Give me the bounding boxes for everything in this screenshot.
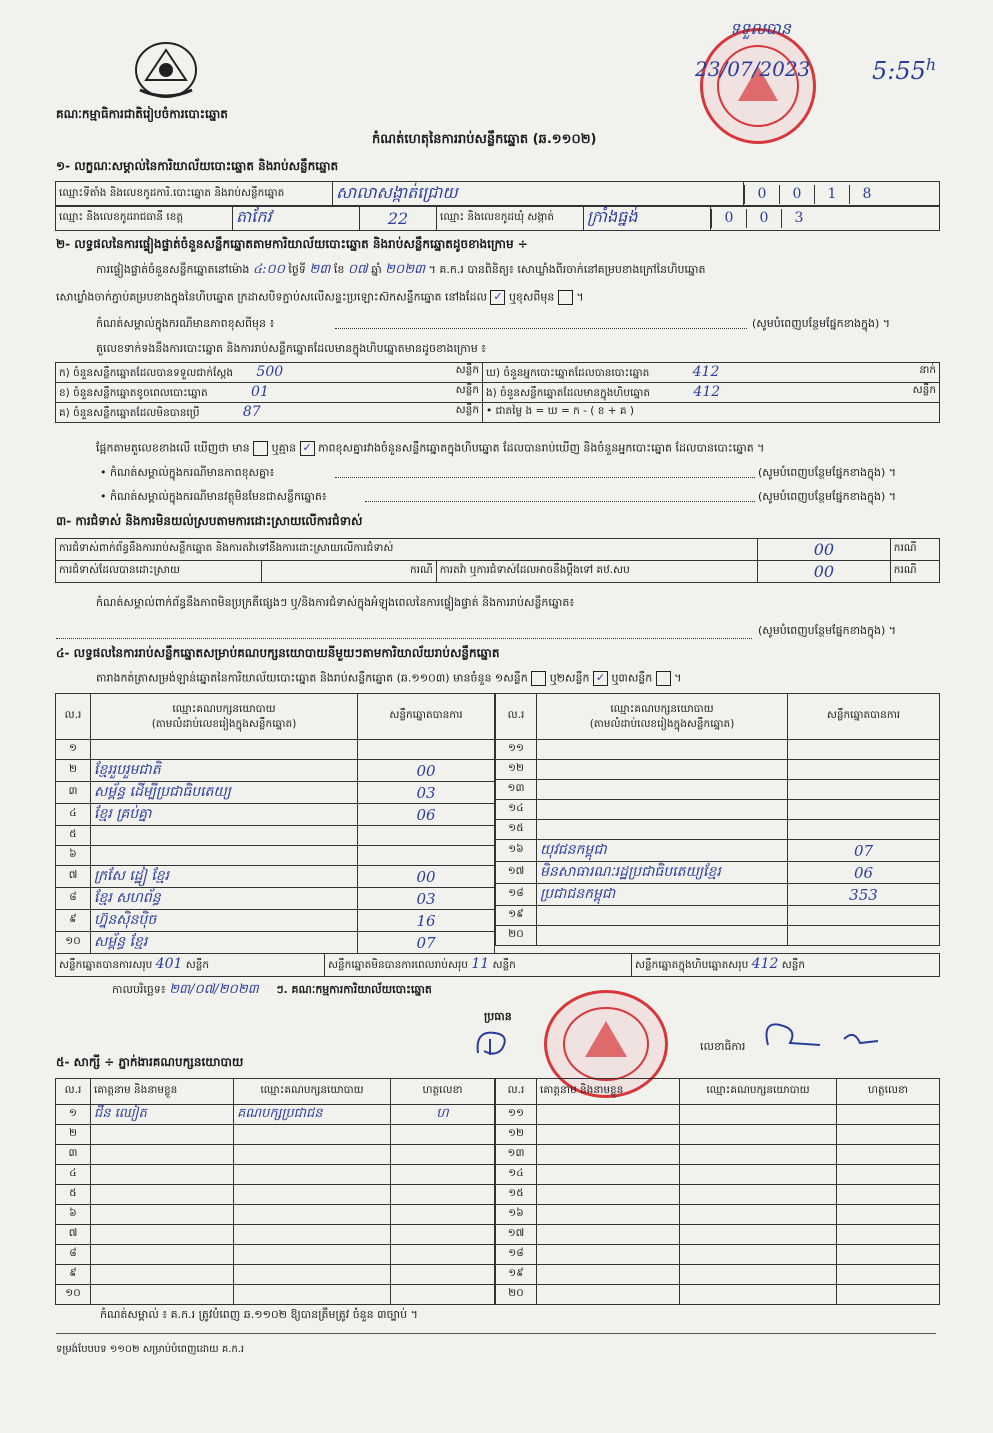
valid-votes — [358, 826, 495, 846]
witness-party — [234, 1165, 391, 1185]
col-no-header: ល.រ — [56, 1079, 91, 1105]
province-label: ឈ្មោះ និងលេខកូដរាជធានី ខេត្ត — [56, 206, 233, 231]
witness-name — [537, 1145, 680, 1165]
witness-note: កំណត់សម្គាល់ ៖ គ.ក.រ ត្រូវបំពេញ ឆ.១១០២ ឱ្យបានត្រឹមត្រូវ ចំនួន ៣ច្បាប់ ។ — [100, 1308, 418, 1321]
received-time: 5:55$^h$ — [872, 55, 937, 85]
witness-signature — [837, 1145, 940, 1165]
three-sheets-checkbox[interactable] — [656, 671, 671, 686]
row-number: ១២ — [496, 760, 537, 780]
witness-name — [537, 1265, 680, 1285]
witness-name — [91, 1225, 234, 1245]
commune-value: ក្រាំងធ្នង់ — [584, 206, 711, 231]
row-number: ៤ — [56, 1165, 91, 1185]
witness-party: គណបក្សប្រជាជន — [234, 1105, 391, 1125]
section-1-table — [55, 181, 940, 207]
witness-signature — [837, 1285, 940, 1305]
col-no-header: ល.រ — [496, 1079, 537, 1105]
witness-signature — [391, 1225, 495, 1245]
row-number: ១៤ — [496, 800, 537, 820]
row-number: ១៥ — [496, 1185, 537, 1205]
different-checkbox[interactable] — [558, 290, 573, 305]
location-value: សាលាសង្កាត់ជ្រោយ — [333, 182, 744, 207]
row-number: ១៧ — [496, 1225, 537, 1245]
party-name — [537, 760, 788, 780]
footer-rule — [56, 1333, 936, 1334]
valid-votes: 353 — [788, 884, 940, 906]
party-name — [537, 820, 788, 840]
witness-name — [91, 1165, 234, 1185]
row-number: ១៧ — [496, 862, 537, 884]
table-row — [56, 1105, 495, 1125]
row-number: ១៨ — [496, 884, 537, 906]
witness-name — [91, 1205, 234, 1225]
witness-signature — [837, 1105, 940, 1125]
received-ballots-row: ក) ចំនួនសន្លឹកឆ្នោតដែលបានទទួលជាក់ស្តែង 500 សន្លឹក — [56, 363, 483, 383]
row-number: ៤ — [56, 804, 91, 826]
row-number: ៩ — [56, 910, 91, 932]
witness-name — [537, 1285, 680, 1305]
row-number: ១២ — [496, 1125, 537, 1145]
results-table-right — [495, 693, 940, 946]
section-5-heading: ៥- សាក្សី ÷ ភ្នាក់ងារគណបក្សនយោបាយ — [56, 1055, 244, 1069]
witness-party — [234, 1205, 391, 1225]
table-row — [56, 826, 495, 846]
chair-signature — [470, 1025, 520, 1065]
table-row — [496, 862, 940, 884]
witness-party — [680, 1165, 837, 1185]
col-party-header: ឈ្មោះគណបក្សនយោបាយ — [234, 1079, 391, 1105]
discrepancy-line: ផ្អែកតាមតួលេខខាងលើ ឃើញថា មាន ឬគ្មាន ✓ ភាពខុសគ្នារវាងចំនួនសន្លឹកឆ្នោតក្នុងហិបឆ្នោត ដែលបានរាប់ឃើញ និងចំនួនអ្នកបោះឆ្នោត ដែលបានបោះឆ្នោត ។ — [96, 441, 765, 455]
party-name — [91, 846, 358, 866]
valid-votes: 00 — [358, 760, 495, 782]
valid-votes: 16 — [358, 910, 495, 932]
party-name: ប្រជាជនកម្ពុជា — [537, 884, 788, 906]
witness-signature — [837, 1165, 940, 1185]
row-number: ២០ — [496, 1285, 537, 1305]
witness-signature — [837, 1225, 940, 1245]
table-row — [56, 804, 495, 826]
witness-party — [680, 1125, 837, 1145]
emblem-seal-icon — [132, 40, 200, 102]
party-name: សម្ព័ន្ធ ខ្មែរ — [91, 932, 358, 954]
col-sign-header: ហត្ថលេខា — [837, 1079, 940, 1105]
row-number: ៩ — [56, 1265, 91, 1285]
receipt-stamp — [700, 28, 816, 144]
row-number: ១៤ — [496, 1165, 537, 1185]
witness-name — [537, 1125, 680, 1145]
col-sign-header: ហត្ថលេខា — [391, 1079, 495, 1105]
row-number: ៦ — [56, 1205, 91, 1225]
table-row — [496, 884, 940, 906]
witness-name — [91, 1185, 234, 1205]
table-row — [56, 1245, 495, 1265]
witness-signature — [837, 1245, 940, 1265]
secretary-label: លេខាធិការ — [700, 1040, 746, 1053]
valid-votes — [358, 740, 495, 760]
spoiled-ballots-row: ខ) ចំនួនសន្លឹកឆ្នោតខូចពេលបោះឆ្នោត 01 សន្លឹក — [56, 383, 483, 403]
valid-votes — [788, 760, 940, 780]
witness-name — [537, 1205, 680, 1225]
commune-label: ឈ្មោះ និងលេខកូដឃុំ សង្កាត់ — [437, 206, 584, 231]
witness-party — [680, 1245, 837, 1265]
appeal-count: 00 — [757, 561, 890, 583]
province-code: 22 — [360, 206, 437, 231]
witness-signature — [391, 1245, 495, 1265]
table-row — [496, 740, 940, 760]
counts-table — [55, 362, 940, 423]
document-title: កំណត់ហេតុនៃការរាប់សន្លឹកឆ្នោត (ឆ.១១០២) — [372, 132, 597, 147]
table-row — [496, 926, 940, 946]
witness-signature — [391, 1205, 495, 1225]
row-number: ១០ — [56, 1285, 91, 1305]
row-number: ៨ — [56, 888, 91, 910]
witness-name — [537, 1105, 680, 1125]
table-row — [496, 1125, 940, 1145]
section-1-table-row2 — [55, 205, 940, 231]
fill-note-1: (សូមបំពេញបន្ថែមផ្នែកខាងក្នុង) ។ — [752, 317, 891, 330]
row-number: ១ — [56, 1105, 91, 1125]
witness-signature — [837, 1125, 940, 1145]
witness-signature — [391, 1125, 495, 1145]
witness-party — [234, 1125, 391, 1145]
discrepancy-note: • កំណត់សម្គាល់ក្នុងករណីមានភាពខុសគ្នា៖ — [100, 466, 275, 479]
party-name: យុវជនកម្ពុជា — [537, 840, 788, 862]
valid-votes — [788, 780, 940, 800]
witness-name — [537, 1165, 680, 1185]
witness-name — [91, 1125, 234, 1145]
table-row — [496, 800, 940, 820]
has-discrepancy-checkbox[interactable] — [253, 441, 268, 456]
commune-code: 0 0 3 — [711, 206, 940, 231]
foreign-object-note: • កំណត់សម្គាល់ក្នុងករណីមានវត្ថុមិនមែនជាសន្លឹកឆ្នោត៖ — [100, 490, 327, 503]
valid-votes: 06 — [788, 862, 940, 884]
unused-ballots-row: គ) ចំនួនសន្លឹកឆ្នោតដែលមិនបានប្រើ 87 សន្លឹក — [56, 403, 483, 423]
col-votes-header: សន្លឹកឆ្នោតបានការ — [788, 694, 940, 740]
table-row — [56, 888, 495, 910]
witness-signature — [391, 1165, 495, 1185]
witness-signature — [391, 1265, 495, 1285]
table-row — [56, 1265, 495, 1285]
col-name-header: គោត្តនាម និងនាមខ្លួន — [91, 1079, 234, 1105]
party-name — [537, 740, 788, 760]
province-value: តាកែវ — [233, 206, 360, 231]
witness-signature — [837, 1205, 940, 1225]
organization-name: គណៈកម្មាធិការជាតិរៀបចំការបោះឆ្នោត — [56, 107, 228, 121]
party-name: ខ្មែររួបរួមជាតិ — [91, 760, 358, 782]
resolved-objections-label: ការជំទាស់ដែលបានដោះស្រាយ — [56, 561, 262, 583]
table-row — [56, 740, 495, 760]
witness-table-left — [55, 1078, 495, 1305]
witness-party — [680, 1265, 837, 1285]
witness-name — [91, 1245, 234, 1265]
location-label: ឈ្មោះទីតាំង និងលេខកូដការិ.បោះឆ្នោត និងរាប់សន្លឹកឆ្នោត — [56, 182, 333, 207]
table-row — [56, 1125, 495, 1145]
party-name — [537, 926, 788, 946]
witness-party — [234, 1185, 391, 1205]
location-code: 0 0 1 8 — [744, 182, 940, 207]
totals-row — [55, 953, 940, 977]
witness-party — [680, 1145, 837, 1165]
row-number: ១៣ — [496, 780, 537, 800]
section-1-heading: ១- លក្ខណៈសម្គាល់នៃការិយាល័យបោះឆ្នោត និងរាប់សន្លឹកឆ្នោត — [56, 159, 339, 173]
dotted-line — [335, 477, 755, 478]
ballots-in-box-row: ង) ចំនួនសន្លឹកឆ្នោតដែលមានក្នុងហិបឆ្នោត 412 សន្លឹក — [483, 383, 940, 403]
witness-name — [537, 1225, 680, 1245]
party-name: ក្រសែ ដ្ឋៀ ខ្មែរ — [91, 866, 358, 888]
table-row — [496, 1145, 940, 1165]
party-name — [537, 800, 788, 820]
witness-party — [680, 1205, 837, 1225]
row-number: ៣ — [56, 1145, 91, 1165]
fill-note-2: (សូមបំពេញបន្ថែមផ្នែកខាងក្នុង) ។ — [758, 466, 897, 479]
dotted-line — [56, 638, 752, 639]
table-row — [496, 780, 940, 800]
row-number: ១៥ — [496, 820, 537, 840]
party-name: មិនសាធារណៈរដ្ឋប្រជាធិបតេយ្យខ្មែរ — [537, 862, 788, 884]
witness-name — [91, 1145, 234, 1165]
party-name — [537, 906, 788, 926]
voters-row: ឃ) ចំនួនអ្នកបោះឆ្នោតដែលបានបោះឆ្នោត 412 នាក់ — [483, 363, 940, 383]
table-row — [56, 1145, 495, 1165]
results-table-left — [55, 693, 495, 954]
table-row — [496, 1165, 940, 1185]
party-name — [91, 826, 358, 846]
table-row — [56, 782, 495, 804]
col-no-header: ល.រ — [56, 694, 91, 740]
row-number: ៧ — [56, 866, 91, 888]
witness-signature — [391, 1285, 495, 1305]
valid-votes — [788, 926, 940, 946]
witness-signature — [391, 1185, 495, 1205]
row-number: ៦ — [56, 846, 91, 866]
witness-signature — [391, 1145, 495, 1165]
col-party-header: ឈ្មោះគណបក្សនយោបាយ (តាមលំដាប់លេខរៀងក្នុងសន្លឹកឆ្នោត) — [91, 694, 358, 740]
valid-votes: 03 — [358, 782, 495, 804]
row-number: ២ — [56, 760, 91, 782]
valid-votes — [358, 846, 495, 866]
case-label: ករណី — [890, 539, 939, 561]
witness-party — [234, 1265, 391, 1285]
party-name: ហ្វ៊ុនស៊ិនប៉ិច — [91, 910, 358, 932]
witness-party — [234, 1225, 391, 1245]
objections-row: ការជំទាស់ពាក់ព័ន្ធនឹងការរាប់សន្លឹកឆ្នោត និងការតវ៉ាទៅនឹងការដោះស្រាយលើការជំទាស់ — [56, 539, 758, 561]
fill-note-3: (សូមបំពេញបន្ថែមផ្នែកខាងក្នុង) ។ — [758, 490, 897, 503]
table-row — [56, 1165, 495, 1185]
case-label: ករណី — [890, 561, 939, 583]
valid-votes — [788, 740, 940, 760]
dotted-line — [335, 328, 747, 329]
witness-name — [537, 1185, 680, 1205]
table-row — [496, 906, 940, 926]
col-party-header: ឈ្មោះគណបក្សនយោបាយ (តាមលំដាប់លេខរៀងក្នុងសន្លឹកឆ្នោត) — [537, 694, 788, 740]
two-sheets-checkbox[interactable]: ✓ — [593, 671, 608, 686]
difference-note: កំណត់សម្គាល់ក្នុងករណីមានភាពខុសពីមុន ៖ — [96, 317, 275, 330]
table-row — [56, 1205, 495, 1225]
row-number: ២០ — [496, 926, 537, 946]
valid-votes: 06 — [358, 804, 495, 826]
table-row — [496, 1185, 940, 1205]
row-number: ១៦ — [496, 1205, 537, 1225]
row-number: ១១ — [496, 740, 537, 760]
table-row — [496, 1265, 940, 1285]
col-no-header: ល.រ — [496, 694, 537, 740]
valid-votes — [788, 906, 940, 926]
witness-signature — [837, 1185, 940, 1205]
valid-votes — [788, 800, 940, 820]
invalid-total: សន្លឹកឆ្នោតមិនបានការពេលរាប់សរុប 11 សន្លឹក — [325, 954, 632, 977]
row-number: ២ — [56, 1125, 91, 1145]
table-row — [496, 1245, 940, 1265]
table-row — [496, 1205, 940, 1225]
date-line: កាលបរិច្ឆេទ៖ ២៣/០៧/២០២៣ ៗ. គណៈកម្មការការិយាល័យបោះឆ្នោត — [112, 982, 432, 997]
tally-sheet-line: តារាងកត់ត្រាសម្រង់ឡាន់ឆ្នោតនៃការិយាល័យបោះឆ្នោត និងរាប់សន្លឹកឆ្នោត (ឆ.១១០៣) មានចំនួន ១សន្លឹក ឬ២សន្លឹក ✓ ឬ៣សន្លឹក ។ — [96, 671, 682, 685]
valid-votes: 00 — [358, 866, 495, 888]
table-row — [56, 866, 495, 888]
witness-table-right — [495, 1078, 940, 1305]
row-number: ៨ — [56, 1245, 91, 1265]
received-date: 23/07/2023 — [695, 57, 811, 81]
row-number: ៥ — [56, 1185, 91, 1205]
table-row — [496, 1285, 940, 1305]
row-number: ១៩ — [496, 906, 537, 926]
row-number: ១៣ — [496, 1145, 537, 1165]
dotted-line — [365, 501, 755, 502]
chair-label: ប្រធាន — [484, 1010, 512, 1023]
secretary-signature — [760, 1015, 900, 1059]
witness-name — [91, 1285, 234, 1305]
row-number: ១ — [56, 740, 91, 760]
objections-count: 00 — [757, 539, 890, 561]
case-label: ករណី — [262, 561, 437, 583]
witness-signature: ហ — [391, 1105, 495, 1125]
row-number: ១០ — [56, 932, 91, 954]
table-row — [56, 1285, 495, 1305]
witness-name — [91, 1265, 234, 1285]
table-row — [496, 1105, 940, 1125]
party-name — [537, 780, 788, 800]
party-name: ខ្មែរ សហព័ន្ធ — [91, 888, 358, 910]
row-number: ៧ — [56, 1225, 91, 1245]
stamp-handwritten-text: ទទួលបាន — [730, 19, 791, 38]
verification-line-1: ការផ្ទៀងផ្ទាត់ចំនួនសន្លឹកឆ្នោតនៅម៉ោង ៤:០០ ថ្ងៃទី ២៣ ខែ ០៧ ឆ្នាំ ២០២៣ ។ គ.ក.រ បានពិនិត្យ៖ សោឃ្លាំងពីរចាក់នៅគម្របខាងក្រៅនៃហិបឆ្នោត — [96, 262, 706, 277]
numbers-intro: តួលេខទាក់ទងនឹងការបោះឆ្នោត និងការរាប់សន្លឹកឆ្នោតដែលមានក្នុងហិបឆ្នោតមានដូចខាងក្រោម ៖ — [96, 342, 487, 355]
witness-name — [537, 1245, 680, 1265]
table-row — [496, 1225, 940, 1245]
col-votes-header: សន្លឹកឆ្នោតបានការ — [358, 694, 495, 740]
table-row — [496, 820, 940, 840]
section-4-heading: ៤- លទ្ធផលនៃការរាប់សន្លឹកឆ្នោតសម្រាប់គណបក្សនយោបាយនីមួយៗតាមការិយាល័យរាប់សន្លឹកឆ្នោត — [56, 646, 500, 660]
table-row — [56, 1225, 495, 1245]
valid-votes: 07 — [788, 840, 940, 862]
table-row — [56, 1185, 495, 1205]
witness-party — [680, 1285, 837, 1305]
party-name: ខ្មែរ គ្រប់គ្នា — [91, 804, 358, 826]
witness-party — [680, 1225, 837, 1245]
witness-party — [234, 1285, 391, 1305]
party-name: សម្ព័ន្ធ ដើម្បីប្រជាធិបតេយ្យ — [91, 782, 358, 804]
witness-name: ជីន ឈៀត — [91, 1105, 234, 1125]
section-2-heading: ២- លទ្ធផលនៃការផ្ទៀងផ្ទាត់ចំនួនសន្លឹកឆ្នោតតាមការិយាល័យបោះឆ្នោត និងរាប់សន្លឹកឆ្នោតដូចខាងក្រោម ÷ — [56, 237, 528, 251]
section-3-heading: ៣- ការជំទាស់ និងការមិនយល់ស្របតាមការដោះស្រាយលើការជំទាស់ — [56, 514, 363, 528]
witness-party — [680, 1185, 837, 1205]
row-number: ៥ — [56, 826, 91, 846]
valid-total: សន្លឹកឆ្នោតបានការសរុប 401 សន្លឹក — [56, 954, 325, 977]
valid-votes: 03 — [358, 888, 495, 910]
appeal-label: ការតវ៉ា ឬការជំទាស់ដែលអាចនឹងប្តឹងទៅ គឋ.សប — [436, 561, 757, 583]
row-number: ១៦ — [496, 840, 537, 862]
objections-table — [55, 538, 940, 583]
valid-votes: 07 — [358, 932, 495, 954]
row-number: ១៨ — [496, 1245, 537, 1265]
same-checkbox[interactable]: ✓ — [490, 290, 505, 305]
col-name-header: គោត្តនាម និងនាមខ្លួន — [537, 1079, 680, 1105]
row-number: ១១ — [496, 1105, 537, 1125]
witness-signature — [837, 1265, 940, 1285]
row-number: ១៩ — [496, 1265, 537, 1285]
witness-party — [234, 1245, 391, 1265]
row-number: ៣ — [56, 782, 91, 804]
form-footer: ទម្រង់បែបបទ ១១០២ សម្រាប់បំពេញដោយ គ.ក.រ — [56, 1344, 245, 1355]
irregularity-note: កំណត់សម្គាល់ពាក់ព័ន្ធនឹងភាពមិនប្រក្រតីផ្សេងៗ ឬ/និងការជំទាស់ក្នុងអំឡុងពេលនៃការផ្ទៀងផ្ទាត់ និងការរាប់សន្លឹកឆ្នោត៖ — [96, 596, 575, 609]
party-name — [91, 740, 358, 760]
one-sheet-checkbox[interactable] — [531, 671, 546, 686]
table-row — [56, 932, 495, 954]
table-row — [496, 840, 940, 862]
box-total: សន្លឹកឆ្នោតក្នុងហិបឆ្នោតសរុប 412 សន្លឹក — [632, 954, 940, 977]
table-row — [496, 760, 940, 780]
table-row — [56, 760, 495, 782]
table-row — [56, 910, 495, 932]
no-discrepancy-checkbox[interactable]: ✓ — [300, 441, 315, 456]
fill-note-4: (សូមបំពេញបន្ថែមផ្នែកខាងក្នុង) ។ — [758, 624, 897, 637]
table-row — [56, 846, 495, 866]
valid-votes — [788, 820, 940, 840]
verification-line-2: សោឃ្លាំងចាក់ភ្ជាប់គម្របខាងក្នុងនៃហិបឆ្នោត ក្រដាសបិទភ្ជាប់សលើសន្ទះប្រឡោះស៊កសន្លឹកឆ្នោត នៅងដែល ✓ ឬខុសពីមុន ។ — [56, 290, 584, 304]
formula-row: • ជាតម្លៃ ង = ឃ = ក - ( ខ + គ ) — [483, 403, 940, 423]
witness-party — [234, 1145, 391, 1165]
col-party-header: ឈ្មោះគណបក្សនយោបាយ — [680, 1079, 837, 1105]
witness-party — [680, 1105, 837, 1125]
